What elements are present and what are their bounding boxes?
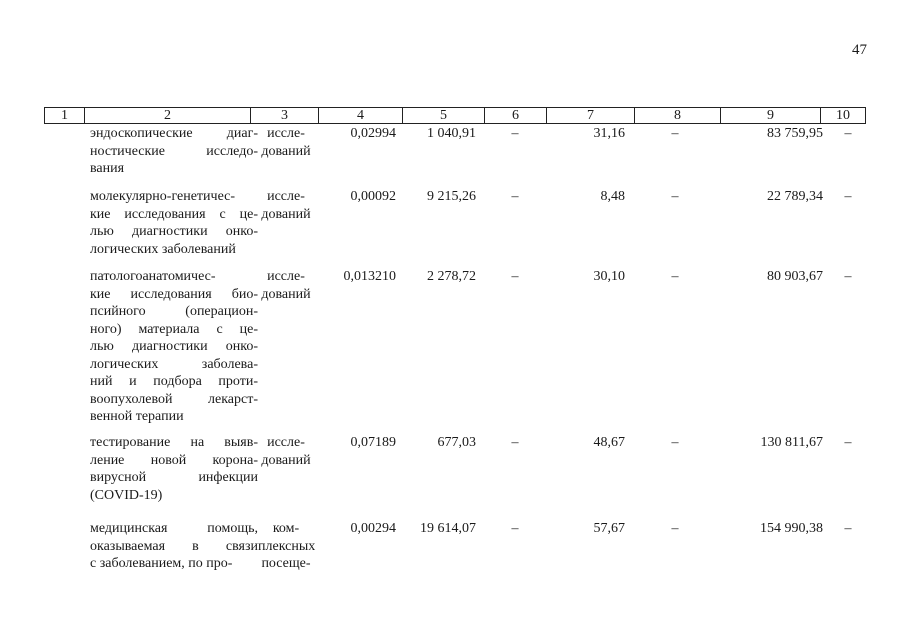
- cell-col-6: –: [511, 435, 519, 450]
- cell-col-6: –: [511, 521, 519, 536]
- cell-col-8: –: [671, 126, 679, 141]
- unit-line: плексных: [258, 538, 316, 554]
- cell-col-7: 48,67: [593, 435, 625, 450]
- cell-col-8: –: [671, 269, 679, 284]
- cell-col-8: –: [671, 521, 679, 536]
- cell-col-6: –: [511, 189, 519, 204]
- name-line: логических заболева-: [90, 356, 258, 372]
- header-cell: 3: [251, 108, 319, 123]
- service-name: [90, 125, 258, 178]
- cell-col-4: 0,07189: [350, 435, 396, 450]
- cell-col-7: 30,10: [593, 269, 625, 284]
- name-line: ного) материала с це-: [90, 321, 258, 337]
- cell-col-5: 19 614,07: [420, 521, 476, 536]
- service-name: [90, 268, 258, 426]
- name-line: с заболеванием, по про-: [90, 556, 233, 571]
- header-cell: 10: [836, 108, 850, 123]
- table-header-row: [44, 107, 866, 124]
- cell-col-4: 0,00294: [350, 521, 396, 536]
- cell-col-10: –: [844, 189, 852, 204]
- cell-col-7: 31,16: [593, 126, 625, 141]
- cell-col-4: 0,013210: [343, 269, 396, 284]
- name-line: оказываемая в связи: [90, 538, 258, 554]
- unit-line: дований: [261, 206, 311, 222]
- name-line: вания: [90, 161, 125, 176]
- cell-col-5: 2 278,72: [427, 269, 476, 284]
- cell-col-7: 8,48: [600, 189, 625, 204]
- header-cell: 4: [319, 108, 403, 123]
- name-line: вирусной инфекции: [90, 470, 258, 485]
- cell-col-5: 1 040,91: [427, 126, 476, 141]
- unit-line: дований: [261, 143, 311, 159]
- cell-col-4: 0,02994: [350, 126, 396, 141]
- name-line: молекулярно-генетичес-: [90, 189, 236, 204]
- cell-col-5: 9 215,26: [427, 189, 476, 204]
- header-cell: 9: [721, 108, 821, 123]
- name-line: эндоскопические диаг-: [90, 126, 258, 141]
- cell-col-10: –: [844, 435, 852, 450]
- unit-line: иссле-: [267, 269, 305, 284]
- cell-col-5: 677,03: [437, 435, 476, 450]
- name-line: кие исследования с це-: [90, 206, 258, 222]
- service-name: [90, 520, 258, 573]
- header-cell: 2: [85, 108, 251, 123]
- cell-col-8: –: [671, 189, 679, 204]
- name-line: лью диагностики онко-: [90, 339, 258, 354]
- header-cell: 1: [45, 108, 85, 123]
- unit-line: посеще-: [261, 556, 311, 571]
- name-line: патологоанатомичес-: [90, 269, 216, 284]
- header-cell: 8: [635, 108, 721, 123]
- unit-line: дований: [261, 452, 311, 468]
- unit-line: иссле-: [267, 126, 305, 141]
- name-line: медицинская помощь,: [90, 521, 258, 536]
- cell-col-8: –: [671, 435, 679, 450]
- header-cell: 5: [403, 108, 485, 123]
- header-cell: 6: [485, 108, 547, 123]
- cell-col-9: 130 811,67: [760, 435, 823, 450]
- name-line: логических заболеваний: [90, 241, 236, 257]
- service-name: [90, 434, 258, 504]
- name-line: тестирование на выяв-: [90, 435, 258, 450]
- header-cell: 7: [547, 108, 635, 123]
- cell-col-6: –: [511, 269, 519, 284]
- name-line: ностические исследо-: [90, 143, 258, 159]
- unit-line: иссле-: [267, 435, 305, 450]
- service-name: [90, 188, 258, 258]
- cell-col-10: –: [844, 269, 852, 284]
- cell-col-6: –: [511, 126, 519, 141]
- name-line: воопухолевой лекарст-: [90, 391, 258, 407]
- unit-line: ком-: [272, 521, 300, 536]
- cell-col-9: 83 759,95: [767, 126, 823, 141]
- name-line: ление новой корона-: [90, 452, 258, 468]
- unit-line: дований: [261, 286, 311, 302]
- unit-line: иссле-: [267, 189, 305, 204]
- name-line: лью диагностики онко-: [90, 224, 258, 239]
- name-line: кие исследования био-: [90, 286, 258, 302]
- cell-col-9: 154 990,38: [760, 521, 823, 536]
- name-line: ний и подбора проти-: [90, 374, 258, 389]
- name-line: (COVID-19): [90, 487, 163, 503]
- page-number: 47: [852, 42, 867, 58]
- name-line: венной терапии: [90, 409, 184, 424]
- cell-col-7: 57,67: [593, 521, 625, 536]
- cell-col-4: 0,00092: [350, 189, 396, 204]
- cell-col-9: 22 789,34: [767, 189, 823, 204]
- cell-col-10: –: [844, 126, 852, 141]
- name-line: псийного (операцион-: [90, 304, 258, 319]
- cell-col-9: 80 903,67: [767, 269, 823, 284]
- cell-col-10: –: [844, 521, 852, 536]
